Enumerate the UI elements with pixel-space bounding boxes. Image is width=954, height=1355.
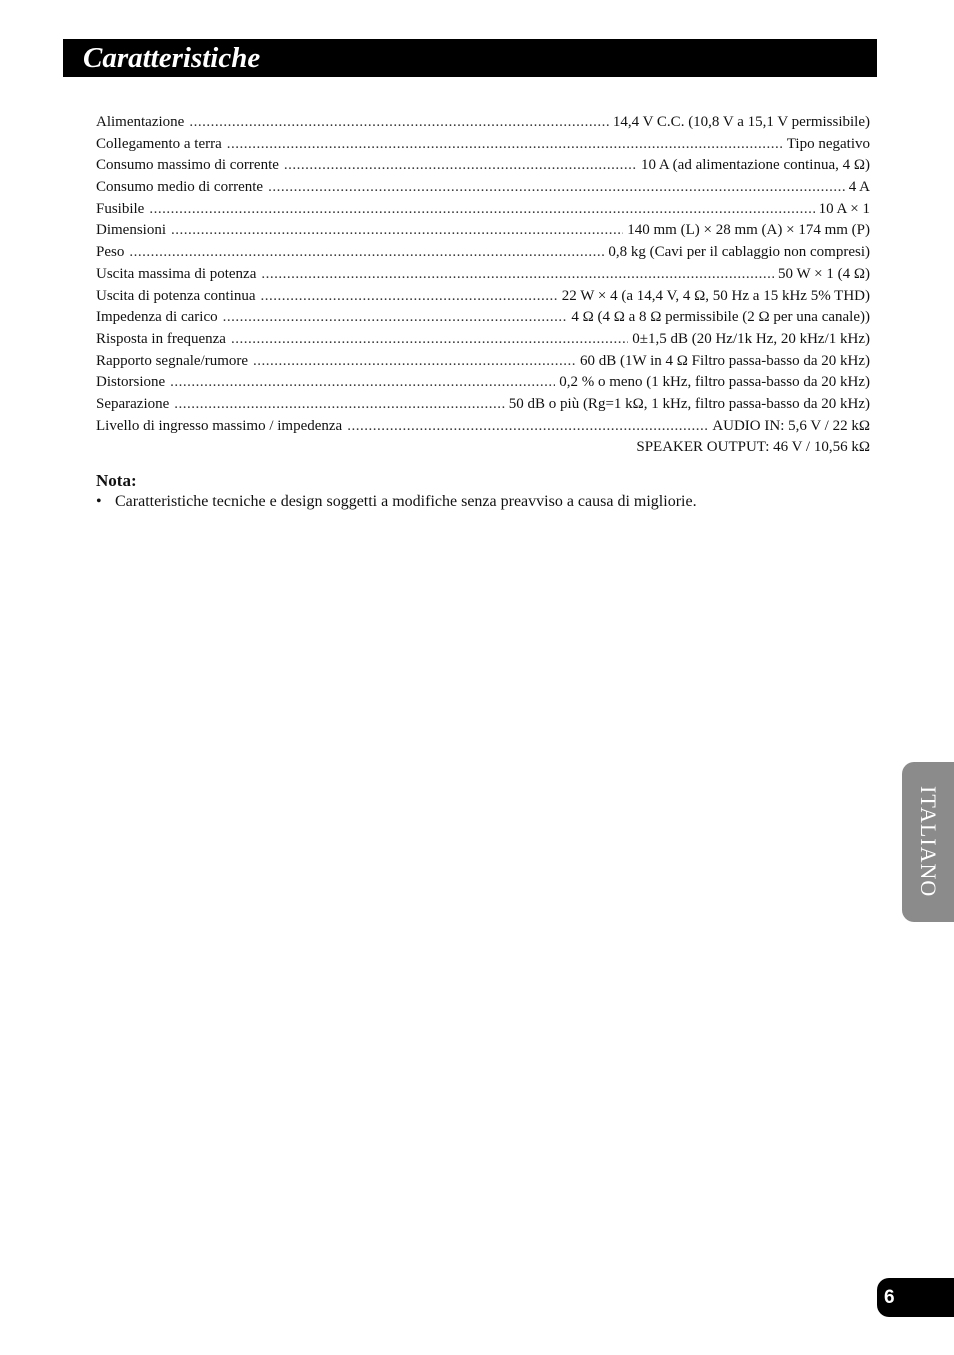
language-tab-label: ITALIANO — [916, 786, 941, 898]
page-number-tab — [877, 1278, 954, 1317]
spec-row — [96, 242, 870, 264]
note-heading: Nota: — [96, 471, 137, 490]
spec-label: Rapporto segnale/rumore — [96, 352, 249, 369]
dot-leader — [170, 372, 555, 394]
dot-leader — [223, 307, 568, 329]
spec-label: Alimentazione — [96, 114, 185, 130]
dot-leader — [284, 155, 637, 177]
dot-leader — [261, 264, 774, 286]
dot-leader — [129, 242, 604, 264]
dot-leader — [149, 199, 814, 221]
spec-row — [96, 155, 870, 177]
spec-label: Uscita di potenza continua — [96, 287, 256, 304]
dot-leader — [189, 112, 609, 134]
spec-row — [96, 329, 870, 351]
note-item — [96, 493, 697, 511]
note-text: Caratteristiche tecniche e design soggetti a modifiche senza preavviso a causa di migliorie. — [115, 493, 697, 510]
specifications-list — [96, 112, 870, 459]
spec-label: Separazione — [96, 395, 170, 412]
spec-value: 4 A — [848, 179, 870, 196]
bullet: • — [96, 493, 102, 510]
spec-label: Peso — [96, 244, 125, 261]
dot-leader — [347, 416, 708, 438]
dot-leader — [227, 134, 783, 156]
spec-label: Fusibile — [96, 200, 145, 217]
spec-value: 0±1,5 dB (20 Hz/1k Hz, 20 kHz/1 kHz) — [632, 330, 870, 347]
spec-row — [96, 307, 870, 329]
spec-label: Impedenza di carico — [96, 309, 218, 326]
spec-row — [96, 372, 870, 394]
page-title-bar — [63, 39, 877, 77]
spec-value: 60 dB (1W in 4 Ω Filtro passa-basso da 20 kHz) — [579, 352, 870, 369]
language-tab — [902, 762, 954, 922]
spec-label: Consumo massimo di corrente — [96, 157, 279, 174]
dot-leader — [174, 394, 504, 416]
spec-value: Tipo negativo — [786, 135, 870, 152]
spec-value: 14,4 V C.C. (10,8 V a 15,1 V permissibile) — [612, 114, 870, 130]
page-number: 6 — [884, 1286, 895, 1308]
dot-leader — [261, 286, 558, 308]
spec-row — [96, 177, 870, 199]
spec-value: 10 A (ad alimentazione continua, 4 Ω) — [641, 157, 870, 174]
spec-label: Risposta in frequenza — [96, 330, 226, 347]
dot-leader — [253, 351, 576, 373]
spec-value: 140 mm (L) × 28 mm (A) × 174 mm (P) — [627, 222, 870, 239]
page-title: Caratteristiche — [83, 41, 261, 74]
spec-value: 50 W × 1 (4 Ω) — [778, 265, 870, 282]
spec-row — [96, 416, 870, 438]
spec-row — [96, 134, 870, 156]
spec-label: Livello di ingresso massimo / impedenza — [96, 417, 343, 434]
spec-value: 0,8 kg (Cavi per il cablaggio non compresi) — [608, 244, 870, 261]
spec-row-continuation — [96, 437, 870, 459]
spec-row — [96, 286, 870, 308]
spec-row — [96, 199, 870, 221]
dot-leader — [268, 177, 845, 199]
spec-row — [96, 264, 870, 286]
spec-label: Distorsione — [96, 374, 166, 391]
spec-value: 4 Ω (4 Ω a 8 Ω permissibile (2 Ω per una canale)) — [571, 309, 870, 326]
spec-value: 50 dB o più (Rg=1 kΩ, 1 kHz, filtro passa-basso da 20 kHz) — [508, 395, 870, 412]
spec-label: Collegamento a terra — [96, 135, 222, 152]
spec-row — [96, 112, 870, 134]
spec-row — [96, 220, 870, 242]
spec-value: AUDIO IN: 5,6 V / 22 kΩ — [712, 417, 870, 434]
spec-value: SPEAKER OUTPUT: 46 V / 10,56 kΩ — [636, 439, 870, 456]
dot-leader — [171, 220, 623, 242]
spec-row — [96, 394, 870, 416]
spec-value: 0,2 % o meno (1 kHz, filtro passa-basso da 20 kHz) — [559, 374, 870, 391]
spec-row — [96, 351, 870, 373]
spec-label: Dimensioni — [96, 222, 166, 239]
dot-leader — [231, 329, 628, 351]
spec-label: Uscita massima di potenza — [96, 265, 257, 282]
spec-value: 22 W × 4 (a 14,4 V, 4 Ω, 50 Hz a 15 kHz 5% THD) — [561, 287, 870, 304]
spec-value: 10 A × 1 — [818, 200, 870, 217]
spec-label: Consumo medio di corrente — [96, 179, 264, 196]
